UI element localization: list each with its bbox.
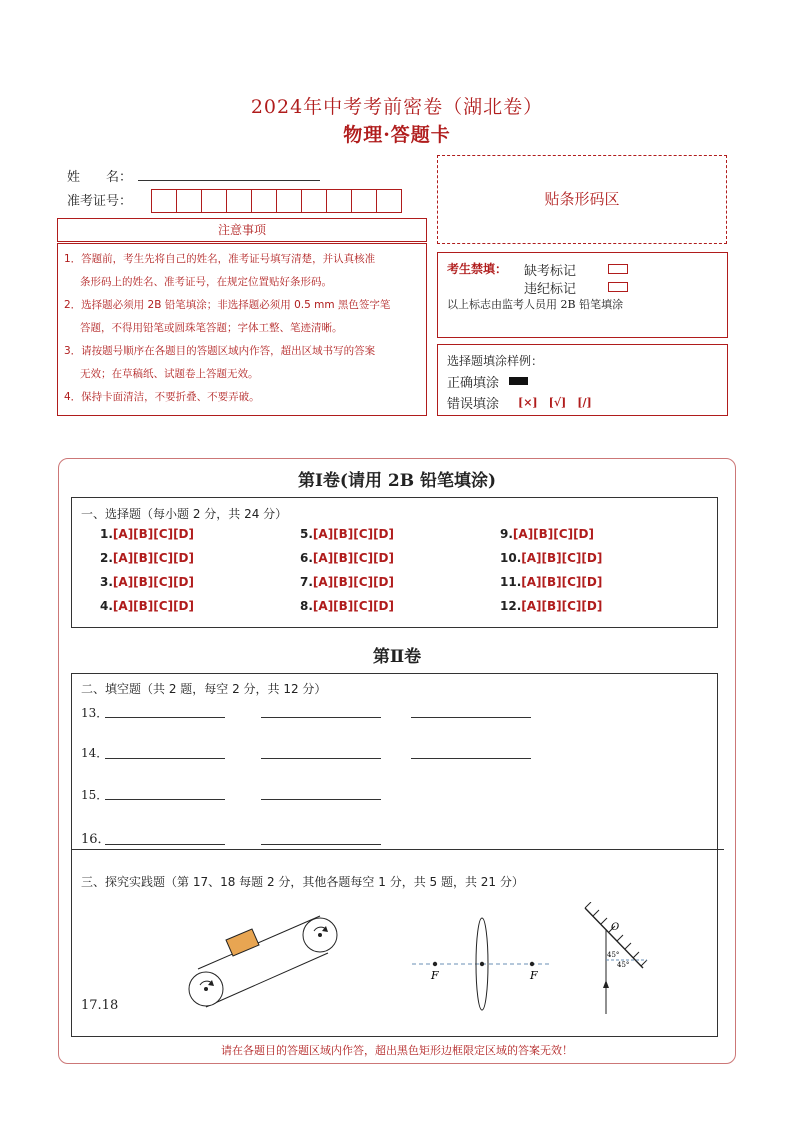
name-label: 姓 名：: [67, 170, 133, 185]
id-digit-box[interactable]: [326, 189, 352, 213]
mc-heading: 一、选择题（每小题 2 分，共 24 分）: [81, 507, 288, 521]
barcode-label: 贴条形码区: [544, 190, 620, 208]
conveyor-belt: [189, 916, 337, 1007]
mc-question-number: 5.: [300, 527, 313, 541]
id-digit-box[interactable]: [351, 189, 377, 213]
id-digit-box[interactable]: [276, 189, 302, 213]
block-on-belt: [226, 929, 259, 956]
mc-question-11[interactable]: [500, 575, 602, 589]
exam-title: 2024年中考考前密卷（湖北卷）: [250, 96, 544, 118]
id-digit-box[interactable]: [376, 189, 402, 213]
q13-label: 13．: [81, 706, 109, 720]
notice-item: 3．请按题号顺序在各题目的答题区域内作答，超出区域书写的答案: [64, 345, 376, 357]
fill-sample-box: [437, 344, 728, 416]
notice-item: 答题，不得用铅笔或圆珠笔答题；字体工整、笔迹清晰。: [80, 322, 343, 334]
mc-options[interactable]: [A][B][C][D]: [521, 551, 603, 565]
mc-options[interactable]: [A][B][C][D]: [112, 551, 194, 565]
id-digit-box[interactable]: [176, 189, 202, 213]
mc-question-9[interactable]: [500, 527, 594, 541]
focus-point-right: [530, 962, 534, 966]
mc-question-number: 3.: [100, 575, 113, 589]
wrong-fill-marks: [×] [√] [/]: [518, 396, 592, 409]
mc-question-number: 12.: [500, 599, 522, 613]
absent-mark-label: 缺考标记: [524, 264, 577, 279]
q14-blank-1[interactable]: [105, 758, 225, 759]
mc-question-number: 10.: [500, 551, 522, 565]
optical-center: [480, 962, 484, 966]
mc-options[interactable]: [A][B][C][D]: [312, 527, 394, 541]
focus-label-left: F: [431, 969, 439, 982]
focus-point-left: [433, 962, 437, 966]
mc-question-number: 7.: [300, 575, 313, 589]
mc-question-number: 4.: [100, 599, 113, 613]
ray-arrow: [603, 980, 609, 988]
mc-question-5[interactable]: [300, 527, 394, 541]
mc-question-4[interactable]: [100, 599, 194, 613]
mc-question-10[interactable]: [500, 551, 602, 565]
mc-options[interactable]: [A][B][C][D]: [112, 575, 194, 589]
ban-note: 以上标志由监考人员用 2B 铅笔填涂: [447, 298, 624, 311]
q13-blank-2[interactable]: [261, 717, 381, 718]
q16-blank-2[interactable]: [261, 844, 381, 845]
wrong-fill-label: 错误填涂: [447, 397, 500, 412]
multiple-choice-box: [71, 497, 718, 628]
mc-question-number: 11.: [500, 575, 522, 589]
q16-label: 16．: [81, 832, 111, 847]
notice-item: 无效；在草稿纸、试题卷上答题无效。: [80, 368, 259, 380]
mc-question-number: 1.: [100, 527, 113, 541]
id-number-boxes[interactable]: [152, 189, 402, 213]
mirror-figure: [577, 902, 657, 1017]
section1-title: 第Ⅰ卷(请用 2B 铅笔填涂): [297, 471, 497, 491]
mc-question-number: 2.: [100, 551, 113, 565]
lens-figure: [407, 914, 557, 1014]
violation-mark-box[interactable]: [608, 282, 628, 292]
mc-question-number: 9.: [500, 527, 513, 541]
sample-title: 选择题填涂样例：: [447, 354, 544, 368]
mc-question-12[interactable]: [500, 599, 602, 613]
focus-label-right: F: [530, 969, 538, 982]
fill-heading: 二、填空题（共 2 题，每空 2 分，共 12 分）: [81, 682, 327, 696]
notice-heading: 注意事项: [57, 218, 427, 242]
notice-item: 2．选择题必须用 2B 铅笔填涂；非选择题必须用 0.5 mm 黑色签字笔: [64, 299, 391, 311]
id-digit-box[interactable]: [151, 189, 177, 213]
mc-question-6[interactable]: [300, 551, 394, 565]
q13-blank-3[interactable]: [411, 717, 531, 718]
barcode-area: [437, 155, 727, 244]
notice-item: 条形码上的姓名、准考证号，在规定位置贴好条形码。: [80, 276, 332, 288]
mc-options[interactable]: [A][B][C][D]: [512, 527, 594, 541]
angle-label-2: 45°: [617, 961, 630, 969]
notice-item: 1．答题前，考生先将自己的姓名，准考证号填写清楚，并认真核准: [64, 253, 376, 265]
q14-label: 14．: [81, 746, 109, 760]
mc-question-number: 6.: [300, 551, 313, 565]
q15-blank-2[interactable]: [261, 799, 381, 800]
mc-options[interactable]: [A][B][C][D]: [312, 599, 394, 613]
id-digit-box[interactable]: [301, 189, 327, 213]
q15-blank-1[interactable]: [105, 799, 225, 800]
absent-mark-box[interactable]: [608, 264, 628, 274]
q13-blank-1[interactable]: [105, 717, 225, 718]
footer-warning: 请在各题目的答题区域内作答，超出黑色矩形边框限定区域的答案无效！: [221, 1044, 573, 1057]
name-field[interactable]: [138, 180, 320, 181]
point-o-label: O: [611, 922, 620, 933]
mc-options[interactable]: [A][B][C][D]: [312, 551, 394, 565]
answer-sheet-subtitle: 物理·答题卡: [343, 124, 451, 146]
id-label: 准考证号：: [67, 194, 133, 209]
experiment-heading: 三、探究实践题（第 17、18 每题 2 分，其他各题每空 1 分，共 5 题，共 21 分）: [81, 875, 524, 889]
ban-label: 考生禁填：: [447, 262, 508, 276]
correct-fill-mark: [509, 377, 528, 385]
id-digit-box[interactable]: [226, 189, 252, 213]
violation-mark-label: 违纪标记: [524, 282, 577, 297]
notice-list: [57, 243, 427, 416]
q16-blank-1[interactable]: [105, 844, 225, 845]
mc-question-7[interactable]: [300, 575, 394, 589]
section-divider: [72, 849, 724, 850]
q15-label: 15．: [81, 788, 109, 802]
mc-question-number: 8.: [300, 599, 313, 613]
q14-blank-3[interactable]: [411, 758, 531, 759]
mc-options[interactable]: [A][B][C][D]: [112, 527, 194, 541]
q14-blank-2[interactable]: [261, 758, 381, 759]
angle-label-1: 45°: [607, 951, 620, 959]
section2-title: 第Ⅱ卷: [372, 647, 422, 667]
conveyor-belt-figure: [182, 909, 352, 1014]
mc-question-2[interactable]: [100, 551, 194, 565]
mc-question-3[interactable]: [100, 575, 194, 589]
id-digit-box[interactable]: [201, 189, 227, 213]
q1718-label: 17.18: [81, 998, 119, 1013]
mc-options[interactable]: [A][B][C][D]: [312, 575, 394, 589]
proctor-only-box: [437, 252, 728, 338]
mc-question-8[interactable]: [300, 599, 394, 613]
mc-options[interactable]: [A][B][C][D]: [521, 599, 603, 613]
id-digit-box[interactable]: [251, 189, 277, 213]
mc-question-1[interactable]: [100, 527, 194, 541]
fill-in-box: [71, 673, 718, 1037]
notice-item: 4．保持卡面清洁，不要折叠、不要弄破。: [64, 391, 260, 403]
mc-options[interactable]: [A][B][C][D]: [521, 575, 603, 589]
correct-fill-label: 正确填涂: [447, 376, 500, 391]
mc-options[interactable]: [A][B][C][D]: [112, 599, 194, 613]
